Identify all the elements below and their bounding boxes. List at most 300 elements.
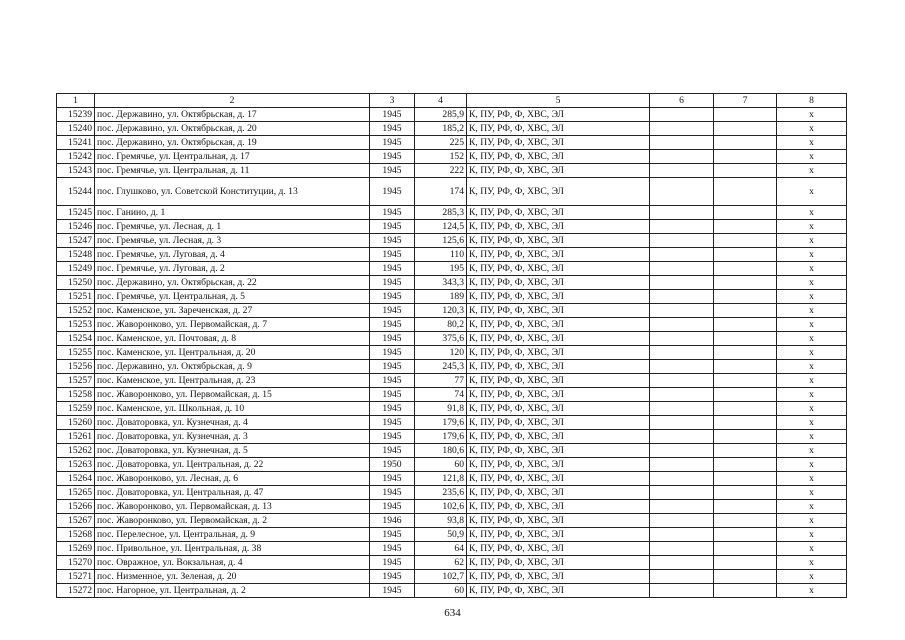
row-col-6 [650, 514, 714, 528]
row-year: 1945 [370, 178, 415, 206]
row-address: пос. Гремячье, ул. Луговая, д. 4 [95, 248, 370, 262]
row-number: 15252 [57, 304, 95, 318]
row-col-8: х [777, 136, 847, 150]
row-utilities: К, ПУ, РФ, Ф, ХВС, ЭЛ [467, 108, 650, 122]
row-number: 15251 [57, 290, 95, 304]
row-number: 15261 [57, 430, 95, 444]
row-utilities: К, ПУ, РФ, Ф, ХВС, ЭЛ [467, 388, 650, 402]
row-area: 195 [415, 262, 467, 276]
row-col-8: х [777, 332, 847, 346]
row-col-7 [714, 402, 777, 416]
row-address: пос. Овражное, ул. Вокзальная, д. 4 [95, 556, 370, 570]
row-utilities: К, ПУ, РФ, Ф, ХВС, ЭЛ [467, 150, 650, 164]
row-year: 1945 [370, 276, 415, 290]
row-col-7 [714, 178, 777, 206]
row-number: 15256 [57, 360, 95, 374]
row-col-8: х [777, 346, 847, 360]
header-col-6: 6 [650, 94, 714, 108]
row-col-8: х [777, 360, 847, 374]
row-col-7 [714, 290, 777, 304]
row-area: 80,2 [415, 318, 467, 332]
table-row [57, 262, 847, 276]
row-utilities: К, ПУ, РФ, Ф, ХВС, ЭЛ [467, 220, 650, 234]
row-col-6 [650, 388, 714, 402]
row-number: 15250 [57, 276, 95, 290]
table-row [57, 150, 847, 164]
row-col-8: х [777, 164, 847, 178]
row-col-8: х [777, 150, 847, 164]
table-row [57, 458, 847, 472]
row-utilities: К, ПУ, РФ, Ф, ХВС, ЭЛ [467, 136, 650, 150]
row-address: пос. Жаворонково, ул. Первомайская, д. 7 [95, 318, 370, 332]
row-col-7 [714, 430, 777, 444]
row-col-8: х [777, 122, 847, 136]
row-year: 1945 [370, 206, 415, 220]
row-col-6 [650, 150, 714, 164]
row-year: 1945 [370, 360, 415, 374]
row-number: 15264 [57, 472, 95, 486]
row-area: 102,6 [415, 500, 467, 514]
table-row [57, 332, 847, 346]
row-year: 1945 [370, 430, 415, 444]
row-utilities: К, ПУ, РФ, Ф, ХВС, ЭЛ [467, 374, 650, 388]
row-year: 1946 [370, 514, 415, 528]
row-year: 1945 [370, 570, 415, 584]
row-address: пос. Гремячье, ул. Луговая, д. 2 [95, 262, 370, 276]
row-number: 15267 [57, 514, 95, 528]
row-area: 62 [415, 556, 467, 570]
row-col-8: х [777, 556, 847, 570]
table-row [57, 290, 847, 304]
row-year: 1945 [370, 290, 415, 304]
row-col-6 [650, 136, 714, 150]
row-col-8: х [777, 514, 847, 528]
row-year: 1945 [370, 374, 415, 388]
header-col-1: 1 [57, 94, 95, 108]
row-area: 125,6 [415, 234, 467, 248]
row-utilities: К, ПУ, РФ, Ф, ХВС, ЭЛ [467, 234, 650, 248]
row-utilities: К, ПУ, РФ, Ф, ХВС, ЭЛ [467, 178, 650, 206]
row-col-7 [714, 318, 777, 332]
row-year: 1945 [370, 556, 415, 570]
row-col-6 [650, 164, 714, 178]
row-address: пос. Ганино, д. 1 [95, 206, 370, 220]
row-col-6 [650, 108, 714, 122]
row-area: 235,6 [415, 486, 467, 500]
row-area: 102,7 [415, 570, 467, 584]
row-number: 15259 [57, 402, 95, 416]
row-number: 15268 [57, 528, 95, 542]
row-year: 1945 [370, 500, 415, 514]
row-area: 179,6 [415, 416, 467, 430]
row-address: пос. Доваторовка, ул. Центральная, д. 47 [95, 486, 370, 500]
table-row [57, 374, 847, 388]
header-col-5: 5 [467, 94, 650, 108]
row-col-8: х [777, 486, 847, 500]
row-col-7 [714, 122, 777, 136]
row-number: 15249 [57, 262, 95, 276]
row-year: 1945 [370, 248, 415, 262]
row-year: 1945 [370, 346, 415, 360]
row-number: 15260 [57, 416, 95, 430]
row-number: 15254 [57, 332, 95, 346]
table-row [57, 472, 847, 486]
row-col-7 [714, 136, 777, 150]
table-row [57, 304, 847, 318]
row-address: пос. Державино, ул. Октябрьская, д. 22 [95, 276, 370, 290]
row-number: 15248 [57, 248, 95, 262]
table-row [57, 248, 847, 262]
row-year: 1945 [370, 150, 415, 164]
row-number: 15265 [57, 486, 95, 500]
row-col-6 [650, 402, 714, 416]
row-area: 60 [415, 584, 467, 598]
row-col-8: х [777, 542, 847, 556]
row-col-7 [714, 388, 777, 402]
row-year: 1945 [370, 332, 415, 346]
table-row [57, 122, 847, 136]
row-utilities: К, ПУ, РФ, Ф, ХВС, ЭЛ [467, 276, 650, 290]
row-col-7 [714, 346, 777, 360]
row-address: пос. Жаворонково, ул. Первомайская, д. 15 [95, 388, 370, 402]
row-area: 189 [415, 290, 467, 304]
row-col-6 [650, 304, 714, 318]
row-address: пос. Гремячье, ул. Центральная, д. 17 [95, 150, 370, 164]
table-row [57, 178, 847, 206]
row-area: 343,3 [415, 276, 467, 290]
row-number: 15269 [57, 542, 95, 556]
table-row [57, 276, 847, 290]
row-col-6 [650, 234, 714, 248]
row-utilities: К, ПУ, РФ, Ф, ХВС, ЭЛ [467, 472, 650, 486]
row-utilities: К, ПУ, РФ, Ф, ХВС, ЭЛ [467, 444, 650, 458]
row-address: пос. Гремячье, ул. Лесная, д. 1 [95, 220, 370, 234]
row-col-7 [714, 556, 777, 570]
row-col-7 [714, 472, 777, 486]
table-row [57, 528, 847, 542]
row-area: 120 [415, 346, 467, 360]
row-year: 1945 [370, 388, 415, 402]
row-year: 1945 [370, 234, 415, 248]
row-address: пос. Перелесное, ул. Центральная, д. 9 [95, 528, 370, 542]
row-utilities: К, ПУ, РФ, Ф, ХВС, ЭЛ [467, 346, 650, 360]
row-col-8: х [777, 584, 847, 598]
row-year: 1950 [370, 458, 415, 472]
row-col-6 [650, 416, 714, 430]
row-col-6 [650, 374, 714, 388]
row-address: пос. Державино, ул. Октябрьская, д. 19 [95, 136, 370, 150]
row-utilities: К, ПУ, РФ, Ф, ХВС, ЭЛ [467, 570, 650, 584]
row-col-6 [650, 500, 714, 514]
row-number: 15247 [57, 234, 95, 248]
row-col-8: х [777, 528, 847, 542]
row-col-8: х [777, 220, 847, 234]
row-address: пос. Каменское, ул. Почтовая, д. 8 [95, 332, 370, 346]
row-col-6 [650, 122, 714, 136]
row-col-7 [714, 248, 777, 262]
table-row [57, 514, 847, 528]
row-area: 245,3 [415, 360, 467, 374]
row-area: 64 [415, 542, 467, 556]
row-address: пос. Доваторовка, ул. Кузнечная, д. 3 [95, 430, 370, 444]
row-col-7 [714, 206, 777, 220]
table-row [57, 584, 847, 598]
row-col-6 [650, 472, 714, 486]
row-utilities: К, ПУ, РФ, Ф, ХВС, ЭЛ [467, 304, 650, 318]
row-area: 110 [415, 248, 467, 262]
row-address: пос. Державино, ул. Октябрьская, д. 20 [95, 122, 370, 136]
row-utilities: К, ПУ, РФ, Ф, ХВС, ЭЛ [467, 360, 650, 374]
row-col-8: х [777, 402, 847, 416]
row-col-8: х [777, 318, 847, 332]
table-row [57, 346, 847, 360]
row-col-6 [650, 584, 714, 598]
row-number: 15241 [57, 136, 95, 150]
row-address: пос. Доваторовка, ул. Центральная, д. 22 [95, 458, 370, 472]
row-number: 15253 [57, 318, 95, 332]
row-utilities: К, ПУ, РФ, Ф, ХВС, ЭЛ [467, 458, 650, 472]
row-utilities: К, ПУ, РФ, Ф, ХВС, ЭЛ [467, 542, 650, 556]
row-col-8: х [777, 290, 847, 304]
row-number: 15240 [57, 122, 95, 136]
row-utilities: К, ПУ, РФ, Ф, ХВС, ЭЛ [467, 402, 650, 416]
row-col-7 [714, 584, 777, 598]
table-row [57, 206, 847, 220]
row-address: пос. Гремячье, ул. Центральная, д. 11 [95, 164, 370, 178]
row-col-7 [714, 528, 777, 542]
row-col-7 [714, 458, 777, 472]
header-col-4: 4 [415, 94, 467, 108]
row-area: 285,9 [415, 108, 467, 122]
table-row [57, 164, 847, 178]
row-col-8: х [777, 570, 847, 584]
row-year: 1945 [370, 402, 415, 416]
row-col-8: х [777, 108, 847, 122]
row-year: 1945 [370, 444, 415, 458]
row-col-7 [714, 416, 777, 430]
row-number: 15271 [57, 570, 95, 584]
table-row [57, 318, 847, 332]
row-number: 15239 [57, 108, 95, 122]
row-address: пос. Жаворонково, ул. Первомайская, д. 13 [95, 500, 370, 514]
row-col-7 [714, 444, 777, 458]
row-col-6 [650, 486, 714, 500]
row-number: 15246 [57, 220, 95, 234]
row-col-6 [650, 332, 714, 346]
table-row [57, 402, 847, 416]
row-col-6 [650, 458, 714, 472]
row-col-6 [650, 178, 714, 206]
row-col-6 [650, 542, 714, 556]
row-address: пос. Доваторовка, ул. Кузнечная, д. 5 [95, 444, 370, 458]
row-col-7 [714, 304, 777, 318]
row-area: 179,6 [415, 430, 467, 444]
row-col-7 [714, 570, 777, 584]
row-col-7 [714, 150, 777, 164]
row-year: 1945 [370, 416, 415, 430]
row-area: 185,2 [415, 122, 467, 136]
row-year: 1945 [370, 584, 415, 598]
table-row [57, 388, 847, 402]
row-col-8: х [777, 416, 847, 430]
row-year: 1945 [370, 108, 415, 122]
row-area: 285,3 [415, 206, 467, 220]
row-address: пос. Жаворонково, ул. Первомайская, д. 2 [95, 514, 370, 528]
row-col-7 [714, 332, 777, 346]
table-row [57, 234, 847, 248]
table-row [57, 500, 847, 514]
row-area: 93,8 [415, 514, 467, 528]
row-col-8: х [777, 388, 847, 402]
row-col-6 [650, 220, 714, 234]
table-row [57, 542, 847, 556]
row-year: 1945 [370, 122, 415, 136]
row-col-8: х [777, 458, 847, 472]
row-address: пос. Гремячье, ул. Центральная, д. 5 [95, 290, 370, 304]
property-table [56, 93, 847, 598]
row-number: 15257 [57, 374, 95, 388]
row-number: 15272 [57, 584, 95, 598]
row-col-8: х [777, 276, 847, 290]
row-col-6 [650, 276, 714, 290]
row-col-6 [650, 444, 714, 458]
row-col-6 [650, 262, 714, 276]
row-area: 77 [415, 374, 467, 388]
row-number: 15263 [57, 458, 95, 472]
row-utilities: К, ПУ, РФ, Ф, ХВС, ЭЛ [467, 416, 650, 430]
row-col-8: х [777, 234, 847, 248]
row-area: 174 [415, 178, 467, 206]
row-utilities: К, ПУ, РФ, Ф, ХВС, ЭЛ [467, 164, 650, 178]
table-row [57, 486, 847, 500]
row-year: 1945 [370, 164, 415, 178]
table-row [57, 570, 847, 584]
row-address: пос. Каменское, ул. Центральная, д. 20 [95, 346, 370, 360]
row-col-8: х [777, 304, 847, 318]
table-body [57, 108, 847, 598]
row-utilities: К, ПУ, РФ, Ф, ХВС, ЭЛ [467, 332, 650, 346]
row-year: 1945 [370, 220, 415, 234]
row-col-7 [714, 108, 777, 122]
row-address: пос. Державино, ул. Октябрьская, д. 9 [95, 360, 370, 374]
table-row [57, 444, 847, 458]
row-number: 15242 [57, 150, 95, 164]
row-year: 1945 [370, 528, 415, 542]
row-utilities: К, ПУ, РФ, Ф, ХВС, ЭЛ [467, 584, 650, 598]
row-utilities: К, ПУ, РФ, Ф, ХВС, ЭЛ [467, 528, 650, 542]
row-col-7 [714, 276, 777, 290]
row-area: 121,8 [415, 472, 467, 486]
row-number: 15243 [57, 164, 95, 178]
row-utilities: К, ПУ, РФ, Ф, ХВС, ЭЛ [467, 514, 650, 528]
row-year: 1945 [370, 472, 415, 486]
row-area: 74 [415, 388, 467, 402]
row-col-7 [714, 500, 777, 514]
row-col-6 [650, 430, 714, 444]
row-utilities: К, ПУ, РФ, Ф, ХВС, ЭЛ [467, 486, 650, 500]
row-utilities: К, ПУ, РФ, Ф, ХВС, ЭЛ [467, 430, 650, 444]
row-year: 1945 [370, 542, 415, 556]
row-area: 60 [415, 458, 467, 472]
row-address: пос. Нагорное, ул. Центральная, д. 2 [95, 584, 370, 598]
table-header-row [57, 94, 847, 108]
row-col-7 [714, 164, 777, 178]
header-col-7: 7 [714, 94, 777, 108]
row-address: пос. Гремячье, ул. Лесная, д. 3 [95, 234, 370, 248]
row-col-7 [714, 374, 777, 388]
row-col-8: х [777, 500, 847, 514]
row-col-8: х [777, 444, 847, 458]
row-col-6 [650, 318, 714, 332]
row-address: пос. Жаворонково, ул. Лесная, д. 6 [95, 472, 370, 486]
row-number: 15258 [57, 388, 95, 402]
row-col-6 [650, 346, 714, 360]
row-col-6 [650, 290, 714, 304]
row-utilities: К, ПУ, РФ, Ф, ХВС, ЭЛ [467, 290, 650, 304]
row-number: 15255 [57, 346, 95, 360]
row-area: 152 [415, 150, 467, 164]
row-address: пос. Низменное, ул. Зеленая, д. 20 [95, 570, 370, 584]
row-col-7 [714, 220, 777, 234]
row-address: пос. Глушково, ул. Советской Конституции, д. 13 [95, 178, 370, 206]
row-area: 120,3 [415, 304, 467, 318]
row-col-7 [714, 234, 777, 248]
row-utilities: К, ПУ, РФ, Ф, ХВС, ЭЛ [467, 556, 650, 570]
row-area: 375,6 [415, 332, 467, 346]
header-col-3: 3 [370, 94, 415, 108]
row-year: 1945 [370, 136, 415, 150]
row-area: 222 [415, 164, 467, 178]
row-col-8: х [777, 374, 847, 388]
row-col-7 [714, 514, 777, 528]
row-area: 124,5 [415, 220, 467, 234]
row-utilities: К, ПУ, РФ, Ф, ХВС, ЭЛ [467, 122, 650, 136]
row-col-7 [714, 542, 777, 556]
row-area: 225 [415, 136, 467, 150]
row-number: 15244 [57, 178, 95, 206]
row-col-8: х [777, 178, 847, 206]
row-utilities: К, ПУ, РФ, Ф, ХВС, ЭЛ [467, 206, 650, 220]
row-address: пос. Державино, ул. Октябрьская, д. 17 [95, 108, 370, 122]
page-number: 634 [444, 607, 461, 619]
row-utilities: К, ПУ, РФ, Ф, ХВС, ЭЛ [467, 248, 650, 262]
row-address: пос. Доваторовка, ул. Кузнечная, д. 4 [95, 416, 370, 430]
row-col-6 [650, 556, 714, 570]
row-area: 180,6 [415, 444, 467, 458]
row-number: 15245 [57, 206, 95, 220]
row-address: пос. Каменское, ул. Зареченская, д. 27 [95, 304, 370, 318]
table-row [57, 430, 847, 444]
row-col-7 [714, 486, 777, 500]
row-col-6 [650, 360, 714, 374]
row-col-8: х [777, 248, 847, 262]
row-col-8: х [777, 472, 847, 486]
row-area: 50,9 [415, 528, 467, 542]
row-utilities: К, ПУ, РФ, Ф, ХВС, ЭЛ [467, 500, 650, 514]
row-col-6 [650, 570, 714, 584]
table-row [57, 220, 847, 234]
row-col-6 [650, 206, 714, 220]
row-col-8: х [777, 206, 847, 220]
header-col-2: 2 [95, 94, 370, 108]
row-col-6 [650, 248, 714, 262]
table-row [57, 416, 847, 430]
row-number: 15262 [57, 444, 95, 458]
table-row [57, 556, 847, 570]
row-col-7 [714, 360, 777, 374]
row-col-8: х [777, 430, 847, 444]
row-utilities: К, ПУ, РФ, Ф, ХВС, ЭЛ [467, 262, 650, 276]
